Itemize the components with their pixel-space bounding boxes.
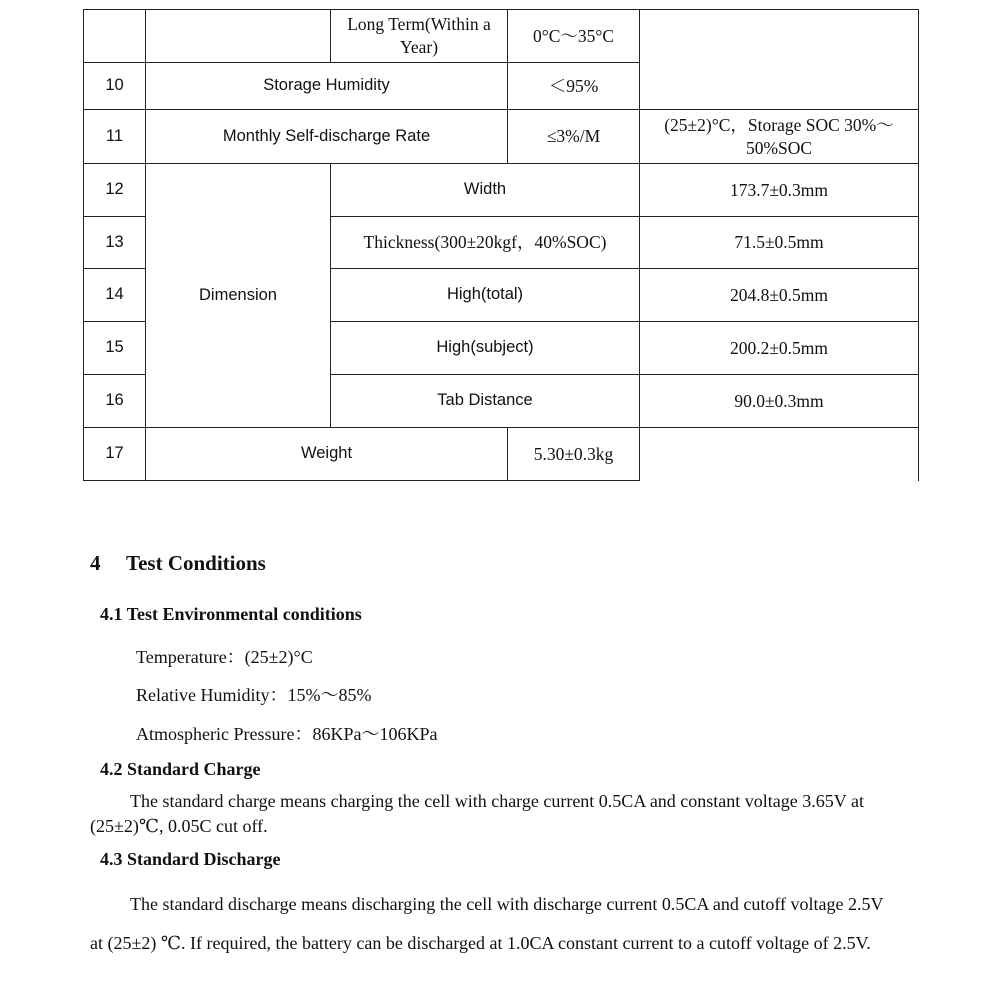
spec-remark: (25±2)°C，Storage SOC 30%～50%SOC <box>640 110 919 164</box>
section-title: Test Conditions <box>126 551 266 575</box>
subsection-title: 4.3 Standard Discharge <box>100 849 281 869</box>
spec-label: Width <box>331 164 640 217</box>
row-number: 12 <box>84 164 146 217</box>
spec-value: 204.8±0.5mm <box>640 269 919 322</box>
spec-label: Weight <box>146 428 508 481</box>
spec-table <box>83 9 919 481</box>
spec-value: 90.0±0.3mm <box>640 375 919 428</box>
standard-charge-paragraph: The standard charge means charging the cell with charge current 0.5CA and constant voltage 3.65V at (25±2)℃, 0.05C cut off. <box>90 791 864 836</box>
section-number: 4 <box>90 551 101 575</box>
subsection-title: 4.1 Test Environmental conditions <box>100 604 362 624</box>
spec-value: 5.30±0.3kg <box>508 428 640 481</box>
row-number: 16 <box>84 375 146 428</box>
row-number-cell <box>84 10 146 63</box>
spec-label: Storage Humidity <box>146 63 508 110</box>
row-number: 15 <box>84 322 146 375</box>
spec-label: Tab Distance <box>331 375 640 428</box>
row-number: 17 <box>84 428 146 481</box>
pressure-line: Atmospheric Pressure：86KPa～106KPa <box>136 724 438 744</box>
spec-label: Long Term(Within a Year) <box>331 10 508 63</box>
row-number: 14 <box>84 269 146 322</box>
table-row <box>84 428 919 481</box>
spec-value: 0°C～35°C <box>508 10 640 63</box>
spec-label: High(total) <box>331 269 640 322</box>
spec-label: Monthly Self-discharge Rate <box>146 110 508 164</box>
spec-label: Thickness(300±20kgf，40%SOC) <box>331 217 640 269</box>
spec-value: 173.7±0.3mm <box>640 164 919 217</box>
row-number: 11 <box>84 110 146 164</box>
table-row <box>84 164 919 217</box>
spec-value: ＜95% <box>508 63 640 110</box>
spec-value: 71.5±0.5mm <box>640 217 919 269</box>
spec-label: High(subject) <box>331 322 640 375</box>
table-row <box>84 110 919 164</box>
spec-value: 200.2±0.5mm <box>640 322 919 375</box>
spec-value: ≤3%/M <box>508 110 640 164</box>
humidity-line: Relative Humidity：15%～85% <box>136 685 372 705</box>
subsection-title: 4.2 Standard Charge <box>100 759 261 779</box>
dimension-group-label: Dimension <box>146 164 331 428</box>
table-cell <box>146 10 331 63</box>
section-heading <box>90 551 266 576</box>
remark-cell <box>640 10 919 110</box>
standard-discharge-paragraph: The standard discharge means discharging the cell with discharge current 0.5CA and cutoff voltage 2.5V at (25±2) ℃. If required, the battery can be discharged at 1.0CA constant current to a cutoff voltage of 2.5V. <box>90 894 884 953</box>
row-number: 10 <box>84 63 146 110</box>
temperature-line: Temperature：(25±2)°C <box>136 647 313 667</box>
row-number: 13 <box>84 217 146 269</box>
table-row <box>84 10 919 63</box>
